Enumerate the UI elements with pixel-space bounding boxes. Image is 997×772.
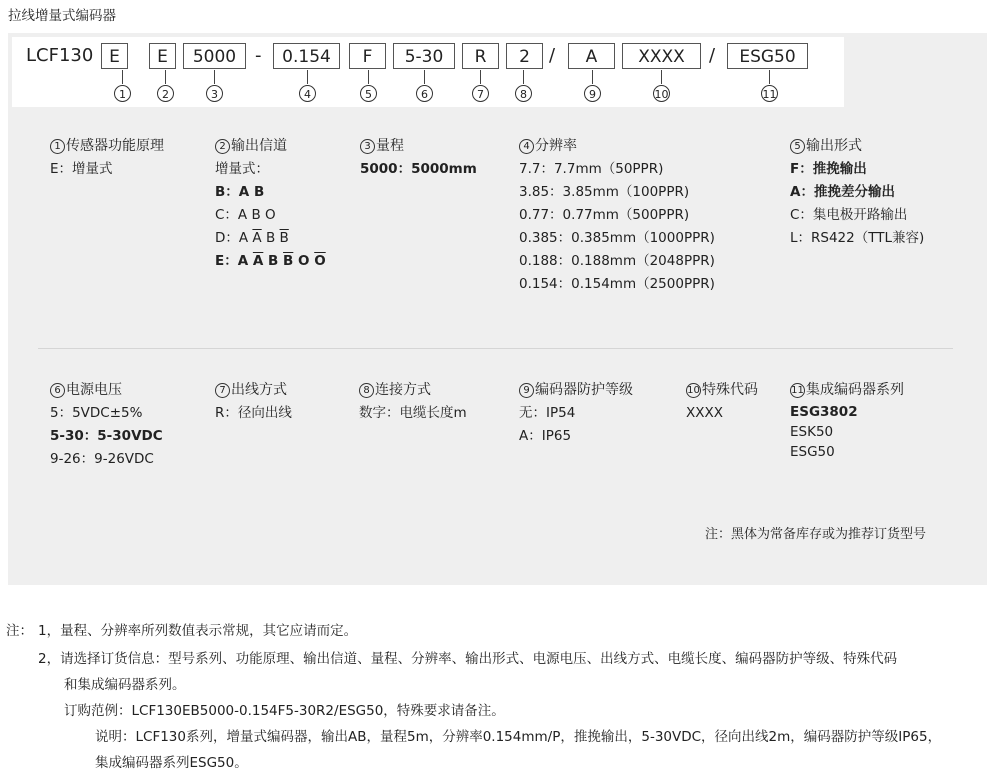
option-line: 0.385：0.385mm（1000PPR)	[519, 230, 715, 246]
section-title: 传感器功能原理	[66, 138, 164, 154]
section-special-code	[686, 379, 758, 425]
option-line	[215, 250, 326, 273]
option-line: 0.188：0.188mm（2048PPR)	[519, 253, 715, 269]
code-tick	[165, 70, 166, 84]
option-line: 7.7：7.7mm（50PPR)	[519, 161, 664, 177]
code-prefix: LCF130	[26, 45, 94, 66]
option-line: L：RS422（TTL兼容)	[790, 230, 925, 246]
code-tick	[307, 70, 308, 84]
code-segment-1: E	[101, 43, 128, 69]
order-example: 订购范例：LCF130EB5000-0.154F5-30R2/ESG50，特殊要求请备注。	[64, 703, 505, 719]
option-line: 数字：电缆长度m	[359, 405, 467, 421]
code-segment-6: 5-30	[393, 43, 455, 69]
code-marker-1: 1	[114, 85, 131, 102]
code-segment-7: R	[462, 43, 499, 69]
code-marker-5: 5	[360, 85, 377, 102]
code-tick	[661, 70, 662, 84]
page-title: 拉线增量式编码器	[8, 8, 116, 24]
section-title: 量程	[376, 138, 404, 154]
code-tick	[424, 70, 425, 84]
option-line: 3.85：3.85mm（100PPR)	[519, 184, 690, 200]
section-output-channel	[215, 135, 326, 273]
section-title: 输出形式	[806, 138, 862, 154]
section-title: 电源电压	[66, 382, 122, 398]
section-divider	[38, 348, 953, 349]
section-number-badge: 8	[359, 383, 374, 398]
spec-panel	[8, 33, 987, 585]
code-tick	[122, 70, 123, 84]
section-number-badge: 10	[687, 385, 700, 396]
section-number-badge: 2	[215, 139, 230, 154]
section-number-badge: 5	[790, 139, 805, 154]
code-marker-10: 10	[653, 85, 670, 102]
example-description-continued: 集成编码器系列ESG50。	[95, 755, 248, 771]
code-marker-9: 9	[584, 85, 601, 102]
option-text: O	[293, 253, 315, 269]
option-line: R：径向出线	[215, 405, 292, 421]
option-line: A：IP65	[519, 428, 572, 444]
option-line: 0.77：0.77mm（500PPR)	[519, 207, 690, 223]
option-line: XXXX	[686, 405, 723, 421]
option-intro: 增量式：	[215, 161, 269, 177]
code-tick	[523, 70, 524, 84]
option-text: B	[263, 253, 284, 269]
code-tick	[592, 70, 593, 84]
section-title: 分辨率	[535, 138, 577, 154]
option-text: D：A	[215, 230, 253, 246]
code-segment-3: 5000	[183, 43, 246, 69]
option-line: C：A B O	[215, 207, 276, 223]
section-function-principle	[50, 135, 164, 181]
code-tick	[214, 70, 215, 84]
note-2-continued: 和集成编码器系列。	[64, 677, 186, 693]
option-line: 无：IP54	[519, 405, 576, 421]
notes-label: 注：	[6, 623, 33, 639]
code-separator-slash-1: /	[549, 45, 556, 66]
code-tick	[368, 70, 369, 84]
section-title: 输出信道	[231, 138, 287, 154]
code-tick	[769, 70, 770, 84]
section-number-badge: 7	[215, 383, 230, 398]
option-line: 9-26：9-26VDC	[50, 451, 154, 467]
code-segment-5: F	[349, 43, 386, 69]
section-number-badge: 1	[50, 139, 65, 154]
code-segment-4: 0.154	[273, 43, 340, 69]
section-outlet-mode	[215, 379, 292, 425]
inverted-signal: $\overline{B}$	[279, 230, 289, 246]
code-segment-8: 2	[506, 43, 543, 69]
option-line: ESG50	[790, 444, 835, 460]
code-segment-10: XXXX	[622, 43, 701, 69]
option-line: ESG3802	[790, 404, 858, 420]
section-title: 出线方式	[231, 382, 287, 398]
section-connection	[359, 379, 467, 425]
note-1: 1，量程、分辨率所列数值表示常规，其它应请而定。	[38, 623, 358, 639]
section-title: 特殊代码	[702, 382, 758, 398]
section-output-form	[790, 135, 924, 250]
code-marker-8: 8	[515, 85, 532, 102]
code-separator-dash: -	[255, 45, 262, 66]
example-description: 说明：LCF130系列，增量式编码器，输出AB，量程5m，分辨率0.154mm/P，推挽输出，5-30VDC，径向出线2m，编码器防护等级IP65，	[95, 729, 942, 745]
section-number-badge: 6	[50, 383, 65, 398]
inverted-signal: $\overline{O}$	[314, 253, 326, 269]
note-2: 2，请选择订货信息：型号系列、功能原理、输出信道、量程、分辨率、输出形式、电源电压、出线方式、电缆长度、编码器防护等级、特殊代码	[38, 651, 898, 667]
option-line: B：A B	[215, 184, 265, 200]
code-marker-4: 4	[299, 85, 316, 102]
option-line: 5-30：5-30VDC	[50, 428, 163, 444]
option-line: F：推挽输出	[790, 161, 867, 177]
section-number-badge: 11	[791, 385, 804, 396]
section-number-badge: 9	[519, 383, 534, 398]
code-marker-7: 7	[472, 85, 489, 102]
section-supply-voltage	[50, 379, 163, 471]
section-protection-grade	[519, 379, 633, 448]
section-title: 连接方式	[375, 382, 431, 398]
option-line: 0.154：0.154mm（2500PPR)	[519, 276, 715, 292]
code-marker-11: 11	[761, 85, 778, 102]
section-number-badge: 3	[360, 139, 375, 154]
section-integrated-series	[790, 379, 904, 462]
code-marker-2: 2	[157, 85, 174, 102]
code-segment-11: ESG50	[727, 43, 808, 69]
section-title: 集成编码器系列	[806, 382, 904, 398]
option-line: 5000：5000mm	[360, 161, 477, 177]
inverted-signal: $\overline{A}$	[252, 253, 264, 269]
stock-note: 注：黑体为常备库存或为推荐订货型号	[705, 527, 927, 542]
code-separator-slash-2: /	[709, 45, 716, 66]
code-tick	[480, 70, 481, 84]
inverted-signal: $\overline{B}$	[283, 253, 294, 269]
option-text: B	[261, 230, 280, 246]
code-segment-2: E	[149, 43, 176, 69]
code-segment-9: A	[568, 43, 615, 69]
code-marker-3: 3	[206, 85, 223, 102]
option-line: E：增量式	[50, 161, 113, 177]
option-line: ESK50	[790, 424, 834, 440]
section-title: 编码器防护等级	[535, 382, 633, 398]
option-text: E：A	[215, 253, 253, 269]
section-range	[360, 135, 477, 181]
section-number-badge: 4	[519, 139, 534, 154]
inverted-signal: $\overline{A}$	[252, 230, 262, 246]
option-line	[215, 227, 326, 250]
option-line: 5：5VDC±5%	[50, 405, 143, 421]
code-marker-6: 6	[416, 85, 433, 102]
section-resolution	[519, 135, 715, 296]
option-line: A：推挽差分输出	[790, 184, 895, 200]
option-line: C：集电极开路输出	[790, 207, 908, 223]
